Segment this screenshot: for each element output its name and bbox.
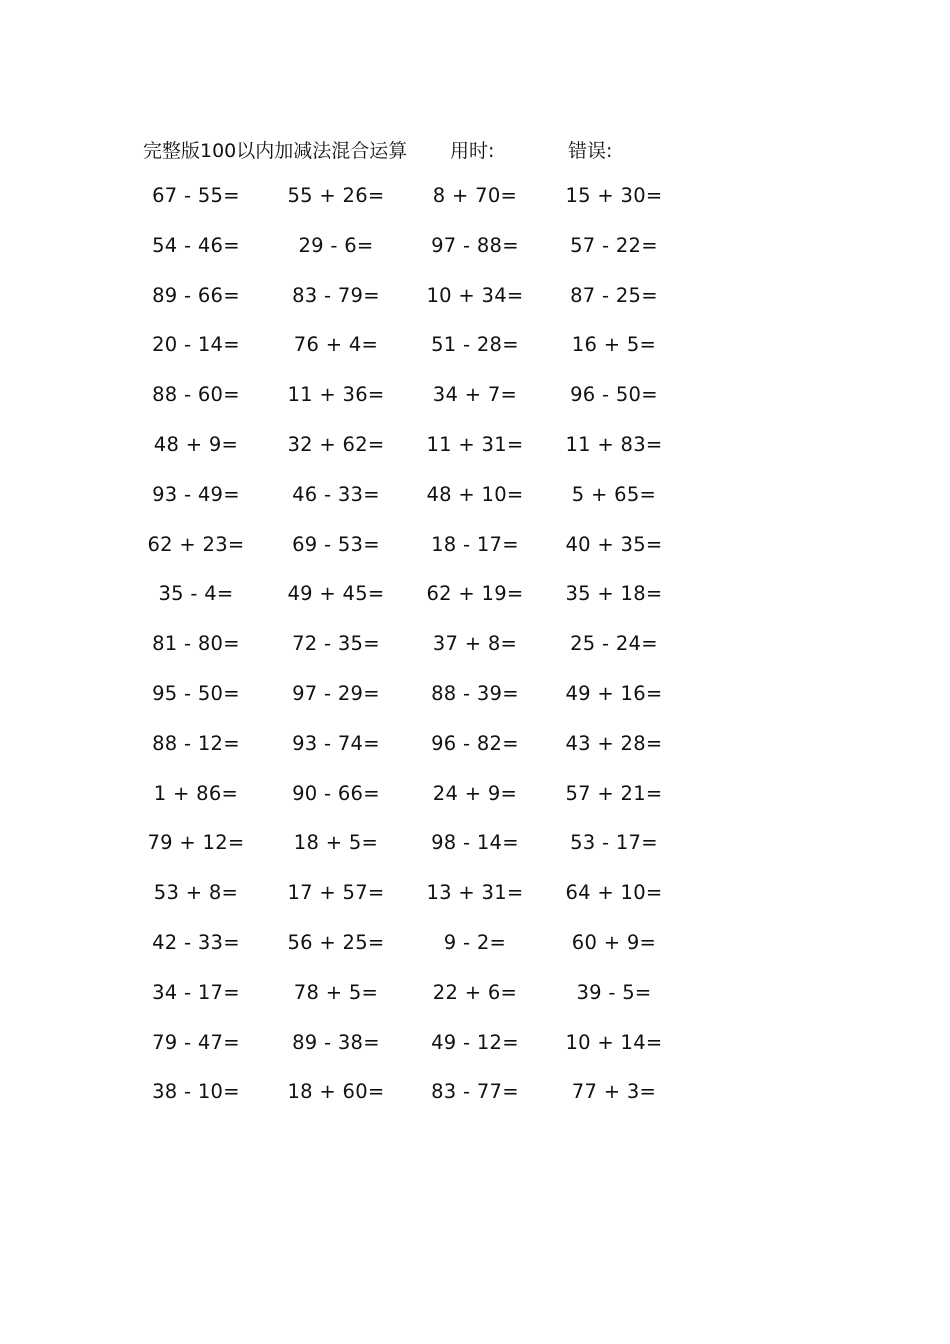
math-problem: 18 + 5= <box>293 831 379 855</box>
problem-row <box>0 1080 950 1130</box>
math-problem: 48 + 9= <box>153 432 239 456</box>
math-problem: 10 + 14= <box>565 1030 663 1054</box>
math-problem: 46 - 33= <box>292 482 380 506</box>
math-problem: 11 + 83= <box>565 432 663 456</box>
math-problem: 38 - 10= <box>152 1080 240 1104</box>
math-problem: 79 + 12= <box>147 831 245 855</box>
math-problem: 13 + 31= <box>426 881 524 905</box>
math-problem: 57 + 21= <box>565 781 663 805</box>
math-problem: 93 - 49= <box>152 482 240 506</box>
math-problem: 35 + 18= <box>565 582 663 606</box>
problem-row <box>0 234 950 284</box>
math-problem: 34 - 17= <box>152 980 240 1004</box>
math-problem: 62 + 23= <box>147 532 245 556</box>
problem-row <box>0 433 950 483</box>
math-problem: 97 - 29= <box>292 681 380 705</box>
math-problem: 79 - 47= <box>152 1030 240 1054</box>
math-problem: 25 - 24= <box>570 632 658 656</box>
math-problem: 57 - 22= <box>570 233 658 257</box>
problem-row <box>0 582 950 632</box>
math-problem: 49 + 45= <box>287 582 385 606</box>
math-problem: 98 - 14= <box>431 831 519 855</box>
problem-row <box>0 533 950 583</box>
problem-row <box>0 732 950 782</box>
errors-label: 错误: <box>568 140 613 162</box>
math-problem: 87 - 25= <box>570 283 658 307</box>
problem-row <box>0 782 950 832</box>
problem-row <box>0 483 950 533</box>
math-problem: 20 - 14= <box>152 333 240 357</box>
problem-row <box>0 184 950 234</box>
math-problem: 51 - 28= <box>431 333 519 357</box>
time-used-label: 用时: <box>450 140 495 162</box>
math-problem: 81 - 80= <box>152 632 240 656</box>
math-problem: 29 - 6= <box>298 233 374 257</box>
math-problem: 77 + 3= <box>571 1080 657 1104</box>
math-problem: 39 - 5= <box>576 980 652 1004</box>
math-problem: 67 - 55= <box>152 184 240 207</box>
problem-row <box>0 881 950 931</box>
worksheet-title: 完整版100以内加减法混合运算 <box>143 140 408 162</box>
problem-row <box>0 831 950 881</box>
math-problem: 16 + 5= <box>571 333 657 357</box>
problem-row <box>0 383 950 433</box>
math-problem: 53 - 17= <box>570 831 658 855</box>
math-problem: 88 - 39= <box>431 681 519 705</box>
math-problem: 54 - 46= <box>152 233 240 257</box>
math-problem: 48 + 10= <box>426 482 524 506</box>
math-problem: 34 + 7= <box>432 383 518 407</box>
math-problem: 32 + 62= <box>287 432 385 456</box>
math-problem: 18 - 17= <box>431 532 519 556</box>
math-problem: 83 - 79= <box>292 283 380 307</box>
problem-grid <box>0 184 950 1130</box>
math-problem: 24 + 9= <box>432 781 518 805</box>
math-problem: 11 + 31= <box>426 432 524 456</box>
math-problem: 1 + 86= <box>153 781 239 805</box>
math-problem: 9 - 2= <box>443 930 507 954</box>
math-problem: 56 + 25= <box>287 930 385 954</box>
math-problem: 72 - 35= <box>292 632 380 656</box>
math-problem: 83 - 77= <box>431 1080 519 1104</box>
problem-row <box>0 284 950 334</box>
math-problem: 17 + 57= <box>287 881 385 905</box>
math-problem: 15 + 30= <box>565 184 663 207</box>
worksheet-header <box>143 136 703 164</box>
math-problem: 53 + 8= <box>153 881 239 905</box>
math-problem: 22 + 6= <box>432 980 518 1004</box>
math-problem: 97 - 88= <box>431 233 519 257</box>
math-problem: 88 - 12= <box>152 731 240 755</box>
math-problem: 10 + 34= <box>426 283 524 307</box>
math-problem: 90 - 66= <box>292 781 380 805</box>
math-problem: 55 + 26= <box>287 184 385 207</box>
problem-row <box>0 1031 950 1081</box>
math-problem: 18 + 60= <box>287 1080 385 1104</box>
math-problem: 76 + 4= <box>293 333 379 357</box>
problem-row <box>0 931 950 981</box>
math-problem: 89 - 38= <box>292 1030 380 1054</box>
math-problem: 43 + 28= <box>565 731 663 755</box>
math-problem: 88 - 60= <box>152 383 240 407</box>
math-problem: 5 + 65= <box>571 482 657 506</box>
math-problem: 11 + 36= <box>287 383 385 407</box>
math-problem: 40 + 35= <box>565 532 663 556</box>
math-problem: 37 + 8= <box>432 632 518 656</box>
math-problem: 60 + 9= <box>571 930 657 954</box>
problem-row <box>0 981 950 1031</box>
math-problem: 64 + 10= <box>565 881 663 905</box>
math-problem: 8 + 70= <box>432 184 518 207</box>
math-problem: 42 - 33= <box>152 930 240 954</box>
math-problem: 78 + 5= <box>293 980 379 1004</box>
problem-row <box>0 682 950 732</box>
math-problem: 49 + 16= <box>565 681 663 705</box>
math-problem: 62 + 19= <box>426 582 524 606</box>
math-problem: 95 - 50= <box>152 681 240 705</box>
math-problem: 35 - 4= <box>158 582 234 606</box>
problem-row <box>0 632 950 682</box>
math-problem: 93 - 74= <box>292 731 380 755</box>
problem-row <box>0 333 950 383</box>
math-problem: 49 - 12= <box>431 1030 519 1054</box>
math-problem: 69 - 53= <box>292 532 380 556</box>
math-problem: 96 - 50= <box>570 383 658 407</box>
math-problem: 89 - 66= <box>152 283 240 307</box>
math-problem: 96 - 82= <box>431 731 519 755</box>
